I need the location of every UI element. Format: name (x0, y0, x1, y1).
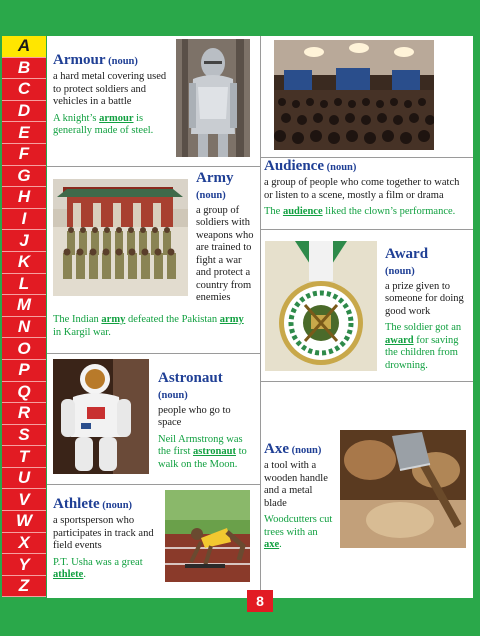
divider (260, 381, 473, 382)
divider (47, 166, 260, 167)
part-of-speech: (noun) (158, 390, 188, 401)
part-of-speech: (noun) (196, 190, 226, 201)
entry-army-header (196, 170, 258, 305)
headword: Army (196, 170, 234, 186)
axe-picture (340, 430, 466, 548)
armour-picture (176, 39, 250, 157)
entry-award (385, 246, 469, 372)
definition: a prize given to someone for doing good work (385, 280, 464, 317)
headword: Astronaut (158, 370, 223, 386)
army-picture (53, 179, 188, 296)
page-number: 8 (247, 590, 273, 612)
entry-armour (53, 52, 173, 138)
letter-tab-h[interactable]: H (2, 187, 46, 209)
entry-axe (264, 441, 334, 552)
headword: Athlete (53, 496, 100, 512)
part-of-speech: (noun) (291, 445, 322, 456)
letter-tab-l[interactable]: L (2, 274, 46, 296)
part-of-speech: (noun) (326, 162, 357, 173)
letter-tab-y[interactable]: Y (2, 554, 46, 576)
letter-tab-f[interactable]: F (2, 144, 46, 166)
definition: a tool with a wooden handle and a metal blade (264, 460, 328, 509)
entry-audience (264, 158, 469, 219)
letter-tab-q[interactable]: Q (2, 382, 46, 404)
athlete-picture (165, 490, 250, 582)
alphabet-index (2, 36, 46, 598)
definition: a group of soldiers with weapons who are trained to fight a war and protect a country from enemies (196, 204, 254, 303)
letter-tab-i[interactable]: I (2, 209, 46, 231)
entry-athlete (53, 496, 161, 582)
headword: Armour (53, 52, 106, 68)
part-of-speech: (noun) (385, 266, 415, 277)
letter-tab-n[interactable]: N (2, 317, 46, 339)
letter-tab-k[interactable]: K (2, 252, 46, 274)
letter-tab-z[interactable]: Z (2, 576, 46, 598)
example-sentence: Woodcutters cut trees with an axe. (264, 514, 333, 550)
letter-tab-c[interactable]: C (2, 79, 46, 101)
letter-tab-e[interactable]: E (2, 122, 46, 144)
letter-tab-j[interactable]: J (2, 230, 46, 252)
definition: a group of people who come together to watch or listen to a scene, mostly a film or drama (264, 177, 460, 201)
column-divider (260, 36, 261, 598)
letter-tab-u[interactable]: U (2, 468, 46, 490)
divider (260, 229, 473, 230)
letter-tab-d[interactable]: D (2, 101, 46, 123)
entry-astronaut (158, 370, 256, 471)
part-of-speech: (noun) (108, 56, 138, 67)
letter-tab-x[interactable]: X (2, 533, 46, 555)
award-picture (265, 241, 377, 371)
letter-tab-w[interactable]: W (2, 511, 46, 533)
example-sentence: P.T. Usha was a great athlete. (53, 556, 143, 580)
definition: a hard metal covering used to protect soldiers and vehicles in a battle (53, 71, 167, 107)
letter-tab-t[interactable]: T (2, 446, 46, 468)
definition: a sportsperson who participates in track and field events (53, 515, 154, 551)
part-of-speech: (noun) (102, 500, 133, 511)
example-sentence: A knight’s armour is generally made of steel. (53, 112, 154, 136)
example-sentence: Neil Armstrong was the first astronaut to walk on the Moon. (158, 433, 247, 470)
example-sentence: The audience liked the clown’s performance. (264, 206, 456, 217)
letter-tab-v[interactable]: V (2, 489, 46, 511)
letter-tab-r[interactable]: R (2, 403, 46, 425)
headword: Axe (264, 441, 289, 457)
audience-picture (274, 40, 434, 150)
divider (47, 353, 260, 354)
letter-tab-p[interactable]: P (2, 360, 46, 382)
letter-tab-a[interactable]: A (2, 36, 46, 58)
letter-tab-o[interactable]: O (2, 338, 46, 360)
example-sentence: The soldier got an award for saving the children from drowning. (385, 322, 462, 371)
headword: Audience (264, 158, 324, 174)
entry-army-example (53, 314, 253, 339)
letter-tab-g[interactable]: G (2, 166, 46, 188)
letter-tab-s[interactable]: S (2, 425, 46, 447)
letter-tab-b[interactable]: B (2, 58, 46, 80)
astronaut-picture (53, 359, 149, 474)
definition: people who go to space (158, 404, 231, 428)
example-sentence: The Indian army defeated the Pakistan army in Kargil war. (53, 314, 244, 338)
divider (47, 484, 260, 485)
headword: Award (385, 246, 429, 262)
letter-tab-m[interactable]: M (2, 295, 46, 317)
